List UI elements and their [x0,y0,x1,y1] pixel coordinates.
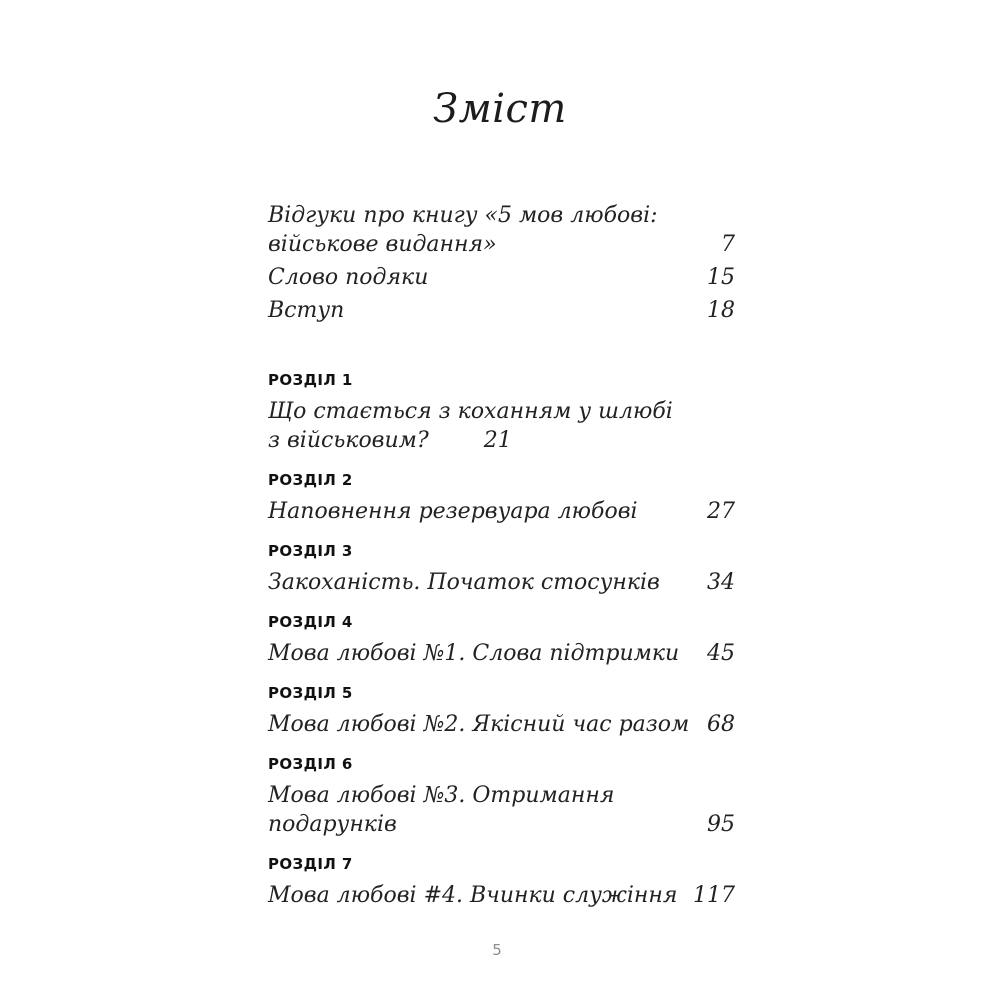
page-title: Зміст [433,86,567,132]
toc-entry-title [268,201,658,259]
chapter-title-line: Мова любові #4. Вчинки служіння [268,883,678,908]
toc-entry-page: 18 [707,298,735,323]
chapter-title-line: подарунків [268,812,397,837]
chapter-title-line: Що стається з коханням у шлюбі [268,399,673,424]
chapter-page: 95 [707,812,735,837]
chapter-page: 21 [483,428,512,453]
chapter-label: РОЗДІЛ 1 [268,371,353,389]
chapter-title [268,781,735,839]
chapter-page: 34 [707,570,735,595]
chapter-page: 117 [693,883,735,908]
toc-entry [268,201,735,259]
toc-chapter [268,613,735,668]
chapter-page: 45 [707,641,735,666]
chapter-title-line: Мова любові №1. Слова підтримки [268,641,680,666]
chapter-title-lines [268,639,679,668]
front-matter-section [268,201,735,325]
chapters-section [268,371,735,910]
toc-chapter [268,755,735,839]
chapter-title [268,881,735,910]
toc-chapter [268,471,735,526]
chapter-label: РОЗДІЛ 7 [268,855,353,873]
chapter-title [268,497,735,526]
toc-entry-title [268,296,344,325]
chapter-title [268,639,735,668]
chapter-title-lines [268,497,638,526]
chapter-label: РОЗДІЛ 3 [268,542,353,560]
toc-entry-line: Слово подяки [268,265,429,290]
chapter-page: 27 [707,499,735,524]
chapter-title-lines [268,881,677,910]
toc-entry-title [268,263,428,292]
table-of-contents [268,201,735,910]
chapter-title [268,397,735,455]
chapter-label: РОЗДІЛ 4 [268,613,353,631]
toc-chapter [268,684,735,739]
toc-entry-page: 7 [721,232,735,257]
chapter-title-line: Закоханість. Початок стосунків [268,570,660,595]
chapter-title-lines [268,781,614,839]
chapter-title-lines [268,397,673,455]
chapter-title-lines [268,710,689,739]
toc-entry-line: Відгуки про книгу «5 мов любові: [268,203,658,228]
chapter-title-line: Мова любові №3. Отримання [268,783,615,808]
toc-entry [268,263,735,292]
toc-chapter [268,855,735,910]
chapter-title [268,710,735,739]
toc-chapter [268,371,735,455]
chapter-title-line: Мова любові №2. Якісний час разом [268,712,690,737]
toc-chapter [268,542,735,597]
toc-entry-line: Вступ [268,298,345,323]
toc-entry-line: військове видання» [268,232,497,257]
chapter-title-line: Наповнення резервуара любові [268,499,638,524]
chapter-label: РОЗДІЛ 6 [268,755,353,773]
chapter-label: РОЗДІЛ 2 [268,471,353,489]
chapter-title-lines [268,568,660,597]
toc-entry-page: 15 [707,265,735,290]
toc-entry [268,296,735,325]
chapter-label: РОЗДІЛ 5 [268,684,353,702]
chapter-page: 68 [707,712,735,737]
footer-page-number: 5 [492,941,502,959]
chapter-title [268,568,735,597]
chapter-title-line: з військовим? [268,428,429,453]
